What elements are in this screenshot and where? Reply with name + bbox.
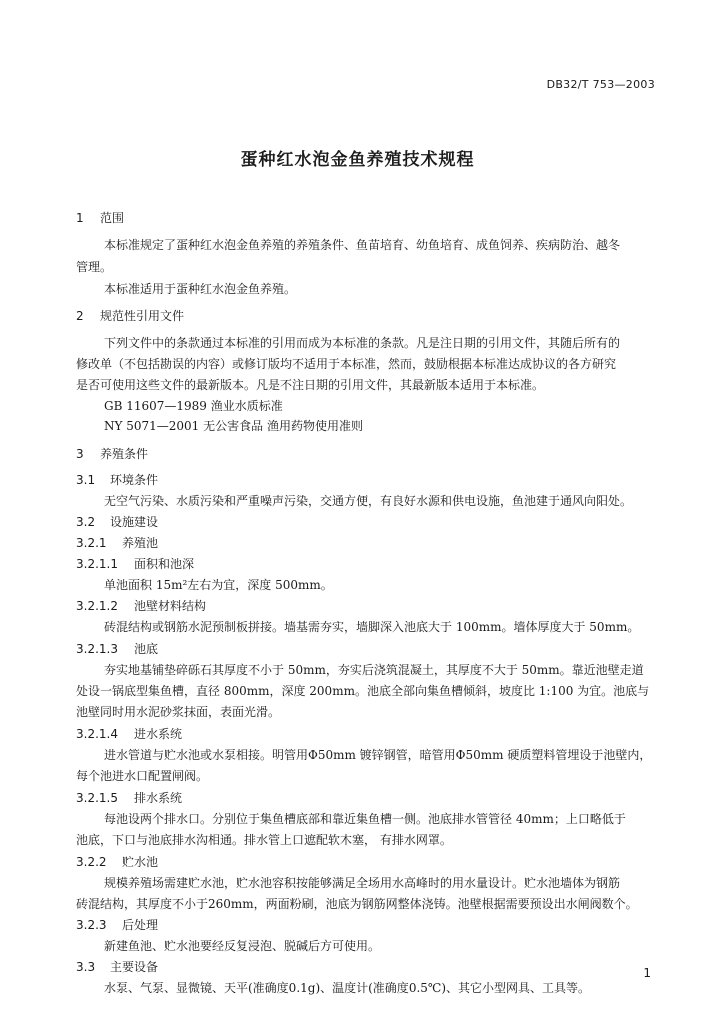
- document-code: DB32/T 753—2003: [546, 78, 655, 91]
- section-number: 1: [76, 211, 84, 225]
- paragraph-line: 无空气污染、水质污染和严重噪声污染，交通方便，有良好水源和供电设施，鱼池建于通风向阳处。: [104, 494, 633, 508]
- subsection-heading: [76, 556, 194, 572]
- section-number: 3.2.1.1: [76, 557, 118, 571]
- paragraph-line: 池壁同时用水泥砂浆抹面，表面光滑。: [76, 705, 281, 719]
- section-number: 3.2.2: [76, 855, 107, 869]
- reference-item: NY 5071—2001 无公害食品 渔用药物使用准则: [104, 419, 363, 433]
- paragraph-line: 本标准规定了蛋种红水泡金鱼养殖的养殖条件、鱼苗培育、幼鱼培育、成鱼饲养、疾病防治、越冬: [104, 238, 621, 252]
- subsection-heading: [76, 514, 158, 530]
- paragraph-line: 下列文件中的条款通过本标准的引用而成为本标准的条款。凡是注日期的引用文件，其随后所有的: [104, 336, 621, 350]
- section-number: 3.3: [76, 960, 96, 974]
- paragraph-line: 砖混结构，其厚度不小于260mm，两面粉刷，池底为钢筋网整体浇铸。池壁根据需要预设出水闸阀数个。: [76, 897, 638, 911]
- section-title: 池底: [134, 642, 159, 656]
- subsection-heading: [76, 641, 158, 657]
- subsection-heading: [76, 917, 158, 933]
- section-title: 进水系统: [134, 727, 183, 741]
- section-number: 3.2.1.3: [76, 642, 118, 656]
- paragraph-line: 砖混结构或钢筋水泥预制板拼接。墙基需夯实，墙脚深入池底大于 100mm。墙体厚度大于 50mm。: [104, 620, 640, 634]
- paragraph-line: 修改单（不包括勘误的内容）或修订版均不适用于本标准，然而，鼓励根据本标准达成协议的各方研究: [76, 357, 617, 371]
- section-title: 设施建设: [110, 515, 159, 529]
- section-number: 3.2: [76, 515, 96, 529]
- paragraph-line: 进水管道与贮水池或水泵相接。明管用Φ50mm 镀锌钢管，暗管用Φ50mm 硬质塑料管埋设于池壁内，: [104, 748, 652, 762]
- reference-item: GB 11607—1989 渔业水质标准: [104, 399, 283, 413]
- paragraph-line: 本标准适用于蛋种红水泡金鱼养殖。: [104, 282, 297, 296]
- subsection-heading: [76, 535, 158, 551]
- paragraph-line: 夯实地基铺垫碎砾石其厚度不小于 50mm，夯实后浇筑混凝土，其厚度不大于 50mm。靠近池壁走道: [104, 663, 644, 677]
- paragraph-line: 每个池进水口配置闸阀。: [76, 769, 209, 783]
- paragraph-line: 单池面积 15m²左右为宜，深度 500mm。: [104, 578, 333, 592]
- section-2-heading: [76, 308, 184, 324]
- page-title: 蛋种红水泡金鱼养殖技术规程: [240, 150, 475, 170]
- section-title: 范围: [100, 211, 125, 225]
- section-title: 环境条件: [110, 473, 159, 487]
- subsection-heading: [76, 726, 182, 742]
- subsection-heading: [76, 959, 158, 975]
- paragraph-line: 规模养殖场需建贮水池，贮水池容积按能够满足全场用水高峰时的用水量设计。贮水池墙体为钢筋: [104, 876, 621, 890]
- section-number: 3.2.1.5: [76, 791, 118, 805]
- paragraph-line: 管理。: [76, 260, 113, 274]
- section-title: 池壁材料结构: [134, 599, 207, 613]
- section-title: 面积和池深: [134, 557, 195, 571]
- section-title: 排水系统: [134, 791, 183, 805]
- section-number: 3.2.1.4: [76, 727, 118, 741]
- paragraph-line: 是否可使用这些文件的最新版本。凡是不注日期的引用文件，其最新版本适用于本标准。: [76, 378, 545, 392]
- section-number: 3.2.3: [76, 918, 107, 932]
- section-title: 规范性引用文件: [100, 309, 185, 323]
- paragraph-line: 处设一锅底型集鱼槽，直径 800mm，深度 200mm。池底全部向集鱼槽倾斜，坡度比 1:100 为宜。池底与: [76, 684, 650, 698]
- section-number: 3.1: [76, 473, 96, 487]
- section-number: 3.2.1: [76, 536, 107, 550]
- paragraph-line: 池底，下口与池底排水沟相通。排水管上口遮配软木塞， 有排水网罩。: [76, 833, 452, 847]
- subsection-heading: [76, 854, 158, 870]
- subsection-heading: [76, 790, 182, 806]
- section-number: 3.2.1.2: [76, 599, 118, 613]
- section-1-heading: [76, 210, 124, 226]
- section-number: 2: [76, 309, 84, 323]
- subsection-heading: [76, 598, 206, 614]
- paragraph-line: 新建鱼池、贮水池要经反复浸泡、脱碱后方可使用。: [104, 939, 381, 953]
- section-3-heading: [76, 446, 148, 462]
- paragraph-line: 每池设两个排水口。分别位于集鱼槽底部和靠近集鱼槽一侧。池底排水管管径 40mm；上口略低于: [104, 812, 626, 826]
- section-number: 3: [76, 447, 84, 461]
- page-number: 1: [643, 966, 651, 980]
- section-title: 主要设备: [110, 960, 159, 974]
- subsection-heading: [76, 472, 158, 488]
- section-title: 后处理: [122, 918, 159, 932]
- section-title: 贮水池: [122, 855, 159, 869]
- section-title: 养殖池: [122, 536, 159, 550]
- section-title: 养殖条件: [100, 447, 149, 461]
- paragraph-line: 水泵、气泵、显微镜、天平(准确度0.1g)、温度计(准确度0.5℃)、其它小型网具、工具等。: [104, 981, 591, 995]
